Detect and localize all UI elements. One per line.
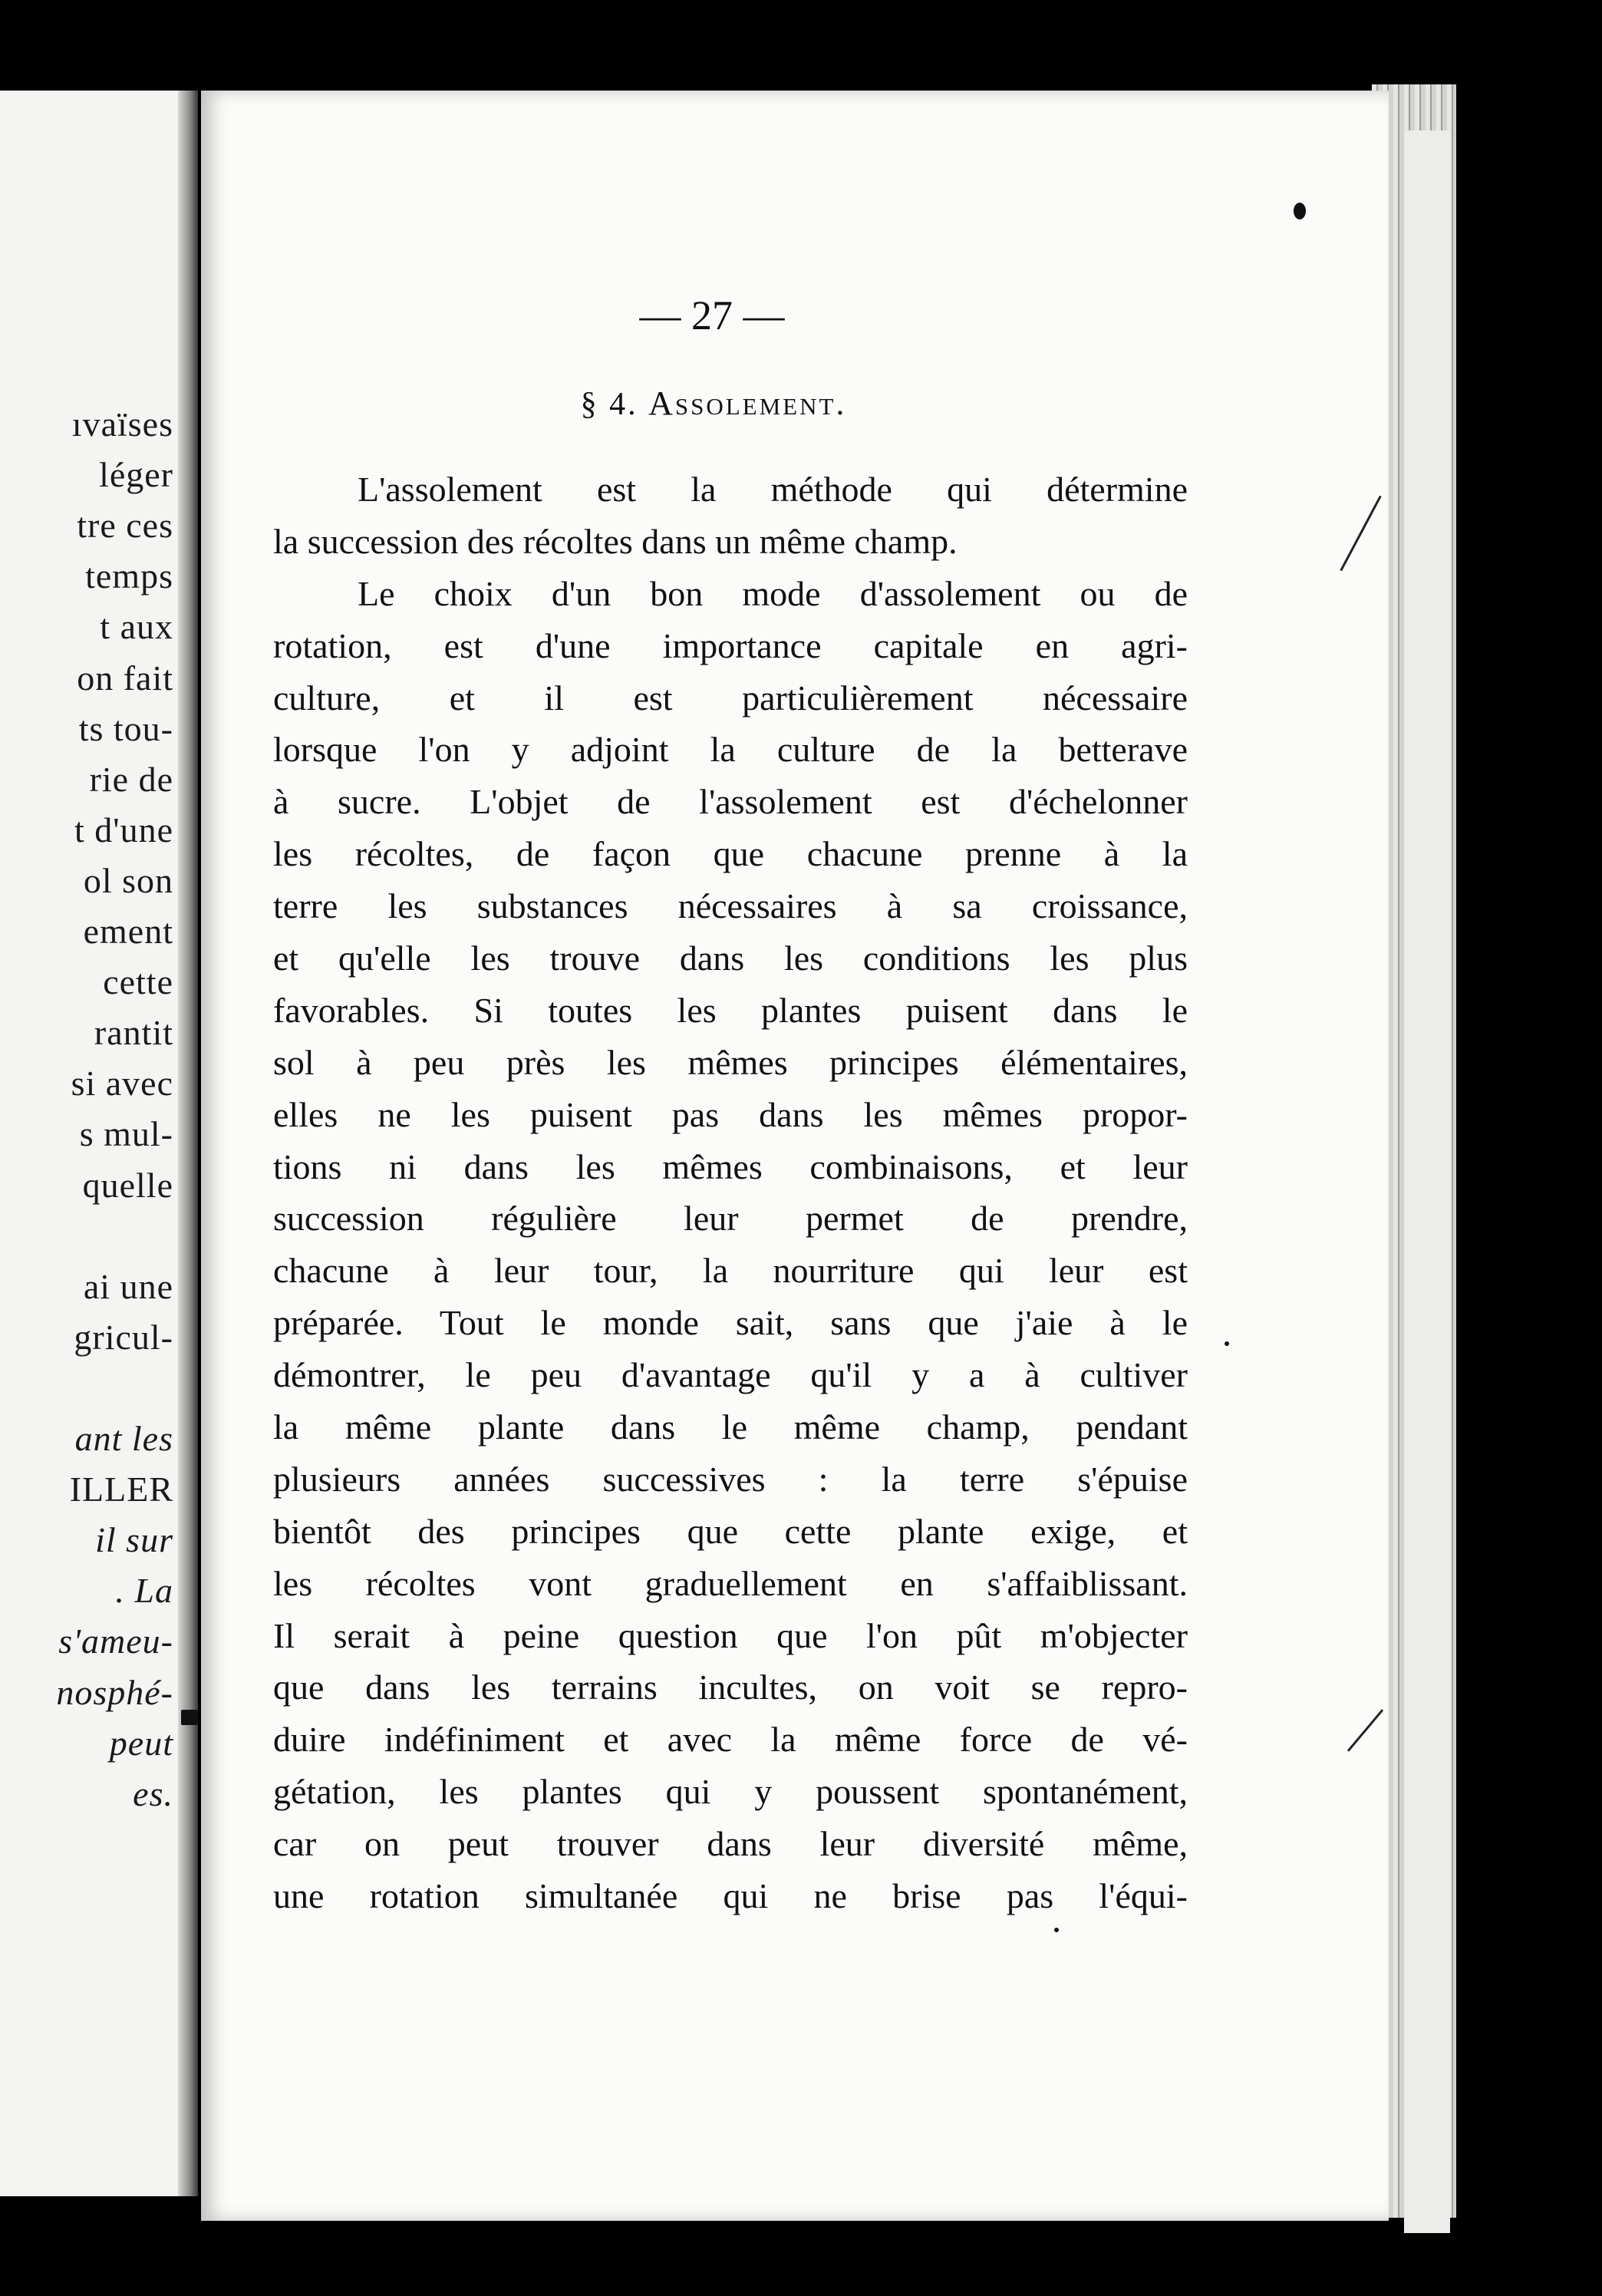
left-page-line: quelle [82, 1165, 173, 1205]
body-line: car on peut trouver dans leur diversité même, [273, 1824, 1188, 1864]
left-page-line: s mul- [79, 1114, 173, 1154]
book-gutter [178, 91, 198, 2196]
body-line: plusieurs années successives : la terre s'épuise [273, 1459, 1188, 1499]
scan-speck [181, 1710, 198, 1725]
body-line: rotation, est d'une importance capitale en agri- [273, 625, 1188, 665]
left-page-line: nosphé- [56, 1672, 173, 1712]
left-page-line: il sur [95, 1520, 173, 1560]
body-line: sol à peu près les mêmes principes élémentaires, [273, 1042, 1188, 1082]
left-page-line: gricul- [74, 1317, 173, 1357]
body-text [273, 463, 1188, 1922]
body-line: duire indéfiniment et avec la même force de vé- [273, 1720, 1188, 1760]
left-page-line: tre ces [77, 506, 173, 546]
left-page-line: es. [133, 1773, 173, 1813]
left-page-line: ai une [83, 1266, 173, 1306]
body-line: tions ni dans les mêmes combinaisons, et leur [273, 1146, 1188, 1186]
left-page-line: léger [99, 455, 173, 495]
body-line: démontrer, le peu d'avantage qu'il y a à cultiver [273, 1355, 1188, 1395]
body-line: Le choix d'un bon mode d'assolement ou de [358, 573, 1188, 613]
body-line: elles ne les puisent pas dans les mêmes propor- [273, 1094, 1188, 1134]
left-page-fragment [0, 91, 198, 2196]
left-page-line: ILLER [69, 1470, 173, 1509]
left-page-line: ement [83, 912, 173, 951]
left-page-line: temps [85, 556, 173, 596]
body-line: préparée. Tout le monde sait, sans que j'aie à le [273, 1303, 1188, 1343]
section-heading [445, 384, 982, 423]
body-line: gétation, les plantes qui y poussent spontanément, [273, 1772, 1188, 1812]
body-line: que dans les terrains incultes, on voit se repro- [273, 1668, 1188, 1707]
left-page-line: t d'une [74, 810, 173, 849]
left-page-line: on fait [77, 658, 173, 698]
body-line: bientôt des principes que cette plante exige, et [273, 1511, 1188, 1551]
left-page-line: peut [109, 1723, 173, 1763]
left-page-line: rantit [94, 1013, 173, 1053]
section-title: Assolement. [648, 384, 847, 422]
left-page-line: s'ameu- [58, 1621, 173, 1661]
left-page-line: . La [115, 1571, 173, 1611]
body-line: la même plante dans le même champ, pendant [273, 1407, 1188, 1447]
scan-speck [1294, 203, 1306, 219]
left-page-line: t aux [100, 607, 173, 647]
left-page-line: si avec [71, 1064, 173, 1103]
body-line: une rotation simultanée qui ne brise pas l'équi- [273, 1876, 1188, 1916]
body-line: et qu'elle les trouve dans les conditions les plus [273, 939, 1188, 978]
body-line: favorables. Si toutes les plantes puisent dans le [273, 990, 1188, 1030]
scan-speck [1054, 1928, 1059, 1932]
scan-speck [1225, 1341, 1229, 1346]
body-line: succession régulière leur permet de prendre, [273, 1199, 1188, 1239]
body-line: Il serait à peine question que l'on pût m'objecter [273, 1615, 1188, 1655]
left-page-line: ıvaïses [71, 404, 173, 444]
page-stack-edge-inner [1404, 130, 1450, 2233]
left-page-line: rie de [89, 759, 173, 799]
body-line: chacune à leur tour, la nourriture qui leur est [273, 1251, 1188, 1291]
body-line: les récoltes, de façon que chacune prenne à la [273, 834, 1188, 874]
body-line: culture, et il est particulièrement nécessaire [273, 678, 1188, 718]
section-number: § 4. [580, 387, 638, 422]
body-line: la succession des récoltes dans un même champ. [273, 521, 958, 561]
left-page-line: ol son [83, 860, 173, 900]
left-page-line: cette [103, 962, 173, 1002]
body-line: les récoltes vont graduellement en s'affaiblissant. [273, 1563, 1188, 1603]
body-line: lorsque l'on y adjoint la culture de la betterave [273, 730, 1188, 770]
left-page-line: ts tou- [78, 708, 173, 748]
page-number: — 27 — [639, 292, 785, 338]
body-line: L'assolement est la méthode qui détermine [358, 470, 1188, 509]
left-page-line: ant les [74, 1419, 173, 1458]
body-line: terre les substances nécessaires à sa croissance, [273, 886, 1188, 926]
body-line: à sucre. L'objet de l'assolement est d'échelonner [273, 782, 1188, 822]
